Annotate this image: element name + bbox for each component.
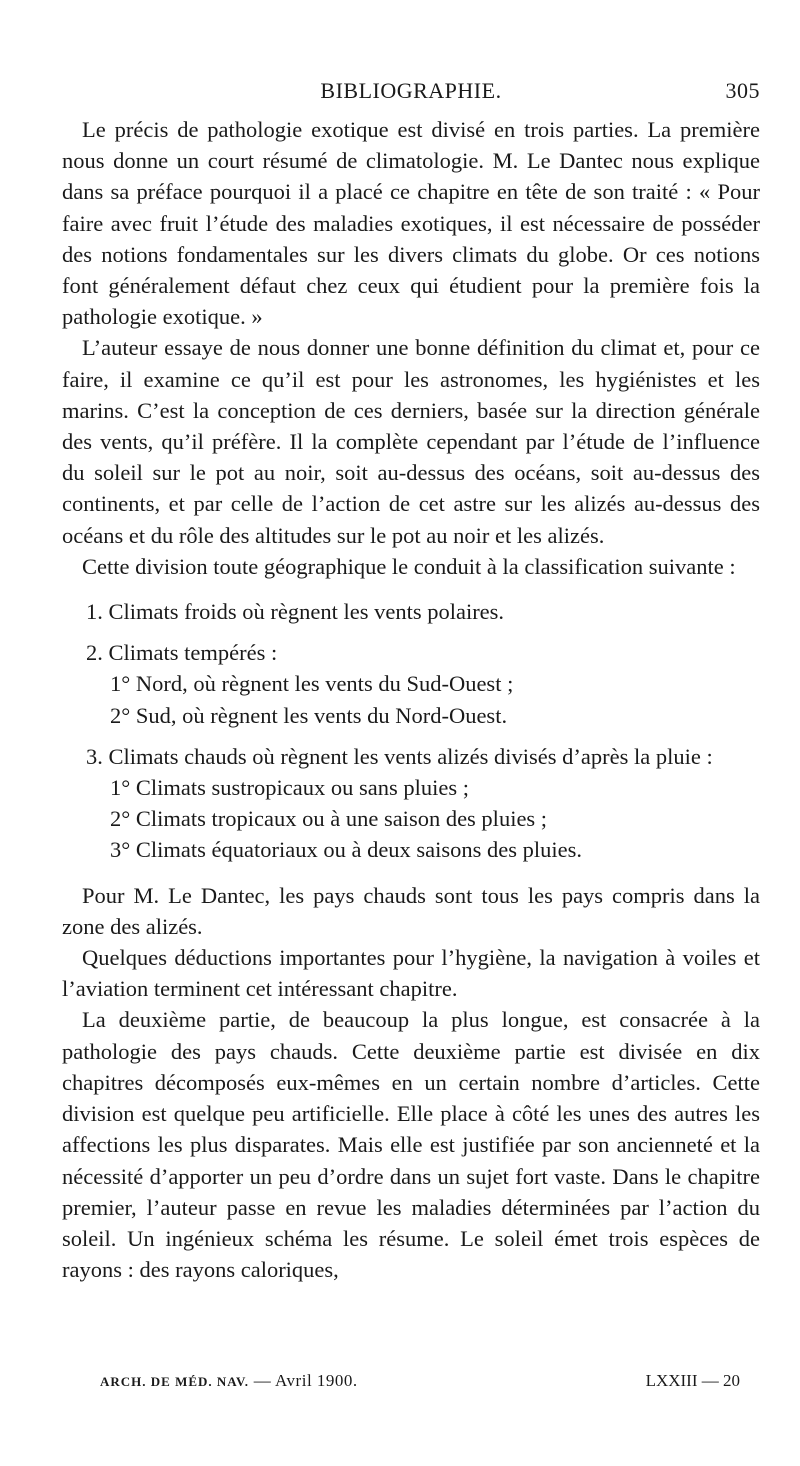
list-subitem-equatorial: 3° Climats équatoriaux ou à deux saisons des pluies.	[110, 837, 583, 863]
footer-date: Avril 1900.	[275, 1371, 358, 1390]
body-text	[62, 114, 760, 1285]
list-item-temperate: 2. Climats tempérés :	[86, 640, 278, 666]
classification-list	[62, 596, 760, 866]
list-subitem-south: 2° Sud, où règnent les vents du Nord-Ouest.	[110, 702, 508, 728]
list-subitem-sustropical: 1° Climats sustropicaux ou sans pluies ;	[110, 775, 469, 801]
paragraph-6: La deuxième partie, de beaucoup la plus longue, est consacrée à la pathologie des pays chauds. Cette deuxième partie est divisée en dix chapitres décomposés eux-mêmes en un certain nombre d’articles. Cette division est quelque peu artificielle. Elle place à côté les unes des autres les affections les plus disparates. Mais elle est justifiée par son ancienneté et la nécessité d’apporter un peu d’ordre dans un sujet fort vaste. Dans le chapitre premier, l’auteur passe en revue les maladies déterminées par l’action du soleil. Un ingénieux schéma les résume. Le soleil émet trois espèces de rayons : des rayons caloriques,	[62, 1007, 760, 1283]
footer-dash: —	[253, 1371, 272, 1390]
paragraph-5: Quelques déductions importantes pour l’hygiène, la navigation à voiles et l’aviation terminent cet intéressant chapitre.	[62, 945, 760, 1002]
paragraph-1: Le précis de pathologie exotique est divisé en trois parties. La première nous donne un court résumé de climatologie. M. Le Dantec nous explique dans sa préface pourquoi il a placé ce chapitre en tête de son traité : « Pour faire avec fruit l’étude des maladies exotiques, il est nécessaire de posséder des notions fondamentales sur les divers climats du globe. Or ces notions font généralement défaut chez ceux qui étudient pour la première fois la pathologie exotique. »	[62, 117, 760, 330]
footer-journal: ARCH. DE MÉD. NAV.	[100, 1374, 249, 1389]
page	[62, 78, 760, 1285]
paragraph-4: Pour M. Le Dantec, les pays chauds sont tous les pays compris dans la zone des alizés.	[62, 882, 760, 939]
list-item-cold: 1. Climats froids où règnent les vents polaires.	[86, 599, 505, 625]
running-head	[62, 78, 760, 114]
list-subitem-north: 1° Nord, où règnent les vents du Sud-Ouest ;	[110, 671, 514, 697]
list-item-hot: 3. Climats chauds où règnent les vents alizés divisés d’après la pluie :	[86, 743, 713, 769]
running-head-title: BIBLIOGRAPHIE.	[320, 78, 502, 103]
footer-signature: LXXIII — 20	[645, 1371, 740, 1390]
paragraph-3: Cette division toute géographique le conduit à la classification suivante :	[82, 553, 736, 579]
list-subitem-tropical: 2° Climats tropicaux ou à une saison des pluies ;	[110, 806, 548, 832]
page-number: 305	[725, 78, 760, 103]
paragraph-2: L’auteur essaye de nous donner une bonne définition du climat et, pour ce faire, il examine ce qu’il est pour les astronomes, les hygiénistes et les marins. C’est la conception de ces derniers, basée sur la direction générale des vents, qu’il préfère. Il la complète cependant par l’étude de l’influence du soleil sur le pot au noir, soit au-dessus des océans, soit au-dessus des continents, et par celle de l’action de cet astre sur les alizés au-dessus des océans et du rôle des altitudes sur le pot au noir et les alizés.	[62, 335, 760, 548]
footer-journal-line	[100, 1371, 358, 1391]
